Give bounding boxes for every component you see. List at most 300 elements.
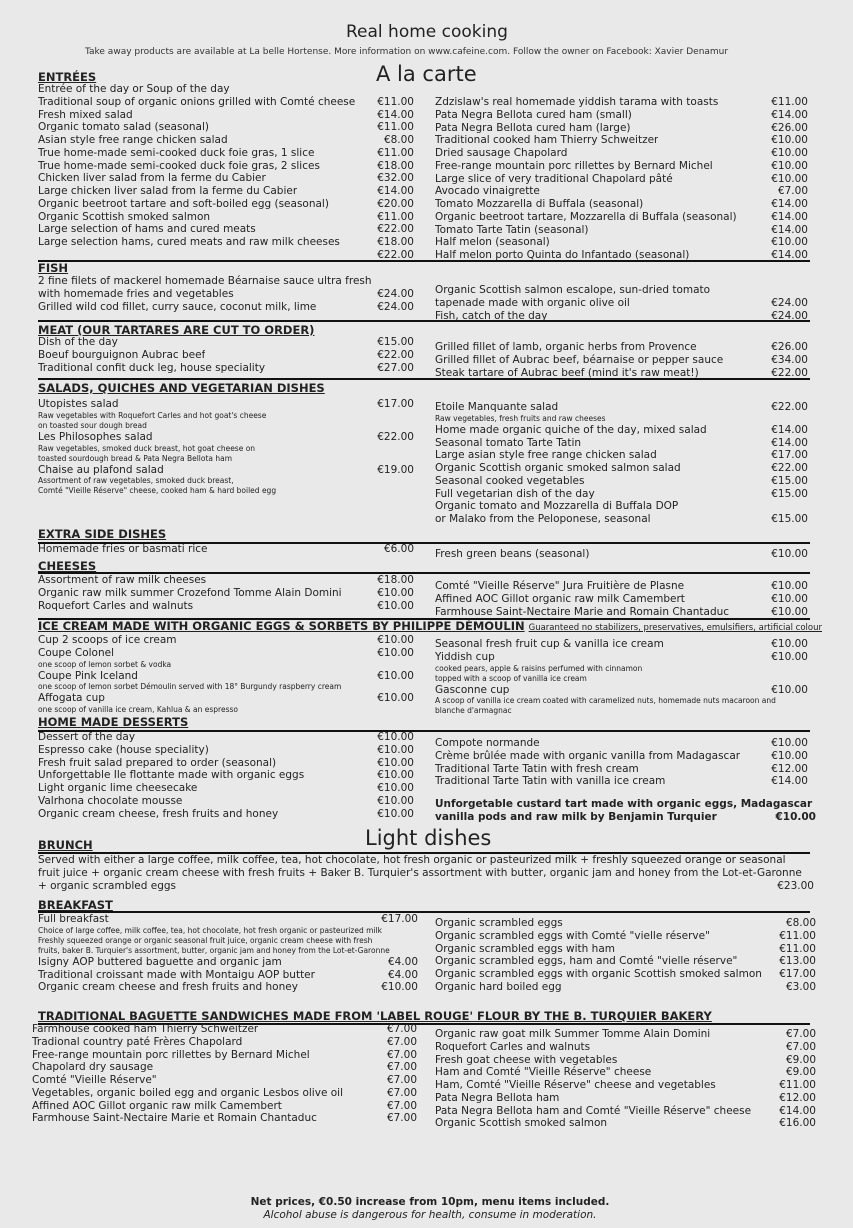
menu-item-price: €15.00 xyxy=(771,474,808,487)
menu-item-name: Raw vegetables with Roquefort Carles and hot goat's cheese xyxy=(38,410,267,420)
menu-item xyxy=(435,981,816,994)
menu-item-name: Organic cream cheese and fresh fruits and honey xyxy=(38,981,298,994)
menu-item-name: Cup 2 scoops of ice cream xyxy=(38,634,177,646)
menu-item-price: €12.00 xyxy=(771,762,808,775)
menu-item-price: €4.00 xyxy=(387,955,418,968)
menu-item-name: Utopistes salad xyxy=(38,398,119,410)
menu-item-price: €22.00 xyxy=(377,430,414,443)
menu-item-price: €7.00 xyxy=(386,1074,417,1086)
menu-item-note xyxy=(38,946,418,956)
menu-item xyxy=(435,424,808,437)
menu-item xyxy=(38,349,414,362)
menu-item-price: €10.00 xyxy=(377,692,414,705)
icecream-right xyxy=(435,638,808,716)
menu-item xyxy=(32,1112,417,1125)
menu-item xyxy=(435,955,816,968)
extra-left xyxy=(38,543,414,556)
menu-item-name: Organic scrambled eggs, ham and Comté "vielle réserve" xyxy=(435,955,738,968)
menu-item-price: €3.00 xyxy=(785,980,816,993)
menu-item-name: Roquefort Carles and walnuts xyxy=(435,1040,591,1053)
menu-item-price: €16.00 xyxy=(779,1117,816,1130)
menu-item xyxy=(38,956,418,969)
menu-item-price: €10.00 xyxy=(771,592,808,605)
menu-item-name: Traditional soup of organic onions grilled with Comté cheese xyxy=(38,95,356,108)
menu-item-name: blanche d'armagnac xyxy=(435,706,512,716)
menu-item-price: €32.00 xyxy=(377,172,414,185)
menu-item-name: Seasonal cooked vegetables xyxy=(435,474,585,487)
menu-item-note xyxy=(38,444,414,454)
menu-item-name: Steak tartare of Aubrac beef (mind it's raw meat!) xyxy=(435,366,699,379)
menu-item-price: €10.00 xyxy=(377,646,414,659)
menu-item-price: €14.00 xyxy=(771,198,808,210)
desserts-right xyxy=(435,737,808,788)
menu-item-price: €10.00 xyxy=(771,159,808,172)
menu-item-name: Chaise au plafond salad xyxy=(38,463,164,476)
menu-item xyxy=(435,943,816,956)
menu-item xyxy=(38,109,414,122)
menu-item-note xyxy=(38,936,418,946)
menu-item-price: €11.00 xyxy=(377,210,414,223)
menu-item-price: €10.00 xyxy=(377,743,414,756)
menu-item-note xyxy=(38,476,414,486)
menu-item-price: €14.00 xyxy=(771,775,808,788)
menu-item-price: €10.00 xyxy=(381,981,418,994)
menu-item-name: Organic tomato salad (seasonal) xyxy=(38,121,209,134)
menu-item-name: 2 fine filets of mackerel homemade Béarnaise sauce ultra fresh xyxy=(38,275,372,287)
menu-item xyxy=(435,513,808,526)
menu-item-name: Valrhona chocolate mousse xyxy=(38,794,183,807)
menu-item-name: Vegetables, organic boiled egg and organic Lesbos olive oil xyxy=(32,1086,343,1099)
menu-item xyxy=(435,1041,816,1054)
menu-item-name: A scoop of vanilla ice cream coated with caramelized nuts, homemade nuts macaroon and xyxy=(435,696,776,706)
menu-item xyxy=(435,401,808,414)
menu-item-name: Zdzislaw's real homemade yiddish tarama with toasts xyxy=(435,96,719,108)
menu-item-name: Organic beetroot tartare and soft-boiled egg (seasonal) xyxy=(38,197,329,210)
menu-item-name: Seasonal tomato Tarte Tatin xyxy=(435,436,582,449)
menu-item-name: Espresso cake (house speciality) xyxy=(38,743,209,756)
menu-item-note xyxy=(38,421,414,431)
menu-item xyxy=(435,1092,816,1105)
menu-item xyxy=(38,574,414,587)
a-la-carte-heading: A la carte xyxy=(376,62,477,86)
menu-item-name: Chapolard dry sausage xyxy=(32,1061,154,1074)
menu-item-price: €18.00 xyxy=(377,236,414,248)
menu-item xyxy=(38,134,414,147)
menu-item-price: €7.00 xyxy=(386,1086,417,1099)
menu-item-note xyxy=(435,664,808,674)
menu-item-price: €11.00 xyxy=(377,95,414,108)
menu-item xyxy=(435,185,808,198)
divider xyxy=(38,260,810,262)
menu-item-price: €24.00 xyxy=(771,296,808,309)
menu-item xyxy=(38,83,414,96)
menu-item-name: Pata Negra Bellota cured ham (large) xyxy=(435,121,631,134)
menu-item-note xyxy=(38,486,414,496)
menu-item-name: Etoile Manquante salad xyxy=(435,401,559,413)
menu-item-price: €13.00 xyxy=(779,955,816,968)
menu-item-name: Farmhouse Saint-Nectaire Marie and Romain Chantaduc xyxy=(435,605,730,618)
menu-item xyxy=(38,431,414,444)
menu-item xyxy=(38,223,414,236)
menu-item xyxy=(435,638,808,651)
menu-item xyxy=(435,1054,816,1067)
section-entrees: ENTRÉES xyxy=(38,70,97,84)
menu-item-price: €10.00 xyxy=(377,807,414,820)
menu-item-name: Traditional Tarte Tatin with vanilla ice cream xyxy=(435,775,666,788)
menu-item-name: Crème brûlée made with organic vanilla from Madagascar xyxy=(435,749,741,762)
menu-item-price: €10.00 xyxy=(771,172,808,185)
breakfast-left xyxy=(38,913,418,994)
menu-item-price: €18.00 xyxy=(377,574,414,586)
menu-item xyxy=(435,580,808,593)
menu-item-name: topped with a scoop of vanilla ice cream xyxy=(435,673,587,683)
menu-item xyxy=(38,731,414,744)
section-fish: FISH xyxy=(38,261,69,275)
menu-item-price: €9.00 xyxy=(785,1053,816,1066)
menu-item xyxy=(38,647,414,660)
menu-item xyxy=(435,548,808,561)
menu-item xyxy=(38,969,418,982)
menu-item-name: Isigny AOP buttered baguette and organic jam xyxy=(38,955,282,968)
meat-right xyxy=(435,341,808,379)
menu-item-price: €7.00 xyxy=(386,1023,417,1035)
menu-item-name: Ham, Comté "Vieille Réserve" cheese and vegetables xyxy=(435,1079,716,1091)
menu-item xyxy=(38,692,414,705)
menu-item xyxy=(435,1028,816,1041)
menu-item-price: €17.00 xyxy=(779,968,816,980)
menu-item-price: €14.00 xyxy=(771,249,808,261)
menu-item-price: €10.00 xyxy=(377,731,414,743)
menu-item-name: Tradional country paté Frères Chapolard xyxy=(32,1035,243,1048)
divider xyxy=(38,378,810,380)
menu-item-name: Choice of large coffee, milk coffee, tea, hot chocolate, hot fresh organic or pasteurized milk xyxy=(38,925,382,935)
menu-item-name: one scoop of lemon sorbet Démoulin served with 18° Burgundy raspberry cream xyxy=(38,682,342,692)
menu-item-name: Half melon (seasonal) xyxy=(435,236,550,249)
menu-item-name: one scoop of vanilla ice cream, Kahlua & an espresso xyxy=(38,705,238,714)
menu-item-price: €14.00 xyxy=(377,185,414,197)
menu-item-name: Large asian style free range chicken salad xyxy=(435,449,657,462)
menu-item xyxy=(435,224,808,237)
menu-item-price: €15.00 xyxy=(771,487,808,500)
desserts-left xyxy=(38,731,414,820)
menu-item-name: Organic Scottish salmon escalope, sun-dried tomato xyxy=(435,284,711,296)
menu-item-name: Yiddish cup xyxy=(435,650,495,663)
menu-item-name: Organic Scottish smoked salmon xyxy=(435,1117,608,1130)
menu-item-name: Grilled fillet of lamb, organic herbs from Provence xyxy=(435,341,697,353)
menu-item-price: €22.00 xyxy=(377,248,414,261)
menu-item-name: Grilled wild cod fillet, curry sauce, coconut milk, lime xyxy=(38,300,317,313)
menu-item-name: Affined AOC Gillot organic raw milk Camembert xyxy=(32,1099,282,1112)
menu-item-name: Farmhouse cooked ham Thierry Schweitzer xyxy=(32,1023,259,1035)
menu-item-name: Seasonal fresh fruit cup & vanilla ice cream xyxy=(435,638,664,650)
menu-item-price: €10.00 xyxy=(771,638,808,650)
sandwiches-left xyxy=(32,1023,417,1125)
menu-item-name: Pata Negra Bellota ham xyxy=(435,1091,560,1104)
menu-item xyxy=(38,769,414,782)
menu-item-name: fruits, baker B. Turquier's assortment, butter, organic jam and honey from the Lot-et-Garonne xyxy=(38,945,390,955)
menu-item-name: Dessert of the day xyxy=(38,731,136,743)
menu-item-name: Free-range mountain porc rillettes by Bernard Michel xyxy=(32,1048,310,1061)
meat-left xyxy=(38,336,414,374)
fish-left xyxy=(38,275,414,313)
menu-item-name: toasted sourdough bread & Pata Negra Bellota ham xyxy=(38,453,233,463)
menu-item-name: Fish, catch of the day xyxy=(435,309,548,322)
menu-item xyxy=(38,147,414,160)
menu-item-name: Affined AOC Gillot organic raw milk Camembert xyxy=(435,592,685,605)
menu-item-name: Home made organic quiche of the day, mixed salad xyxy=(435,423,707,436)
icecream-title: ICE CREAM MADE WITH ORGANIC EGGS & SORBETS BY PHILIPPE DÉMOULIN xyxy=(38,619,525,633)
menu-item-price: €10.00 xyxy=(377,599,414,612)
menu-item xyxy=(435,297,808,310)
menu-item-name: Fresh mixed salad xyxy=(38,108,133,121)
salads-right xyxy=(435,401,808,526)
menu-item-name: Assortment of raw vegetables, smoked duck breast, xyxy=(38,476,234,486)
menu-item-price: €11.00 xyxy=(779,929,816,942)
menu-subtitle: Take away products are available at La belle Hortense. More information on www.cafeine.com. Follow the owner on Facebook: Xavier Denamur xyxy=(85,47,729,57)
menu-item-price: €10.00 xyxy=(377,756,414,769)
menu-item xyxy=(435,651,808,664)
menu-item-price: €10.00 xyxy=(771,236,808,249)
menu-item-price: €27.00 xyxy=(377,361,414,374)
menu-item-name: Pata Negra Bellota cured ham (small) xyxy=(435,108,632,121)
menu-item xyxy=(38,96,414,109)
menu-item-name: Unforgettable Ile flottante made with organic eggs xyxy=(38,769,305,782)
menu-item-name: Organic scrambled eggs with Comté "vielle réserve" xyxy=(435,929,710,942)
menu-item xyxy=(32,1036,417,1049)
menu-item-name: Fresh green beans (seasonal) xyxy=(435,548,590,560)
menu-item-price: €10.00 xyxy=(377,669,414,682)
menu-item-name: Organic Scottish smoked salmon xyxy=(38,210,211,223)
menu-title: Real home cooking xyxy=(346,22,508,42)
menu-item xyxy=(435,763,808,776)
menu-item xyxy=(435,606,808,619)
menu-item-name: Farmhouse Saint-Nectaire Marie et Romain Chantaduc xyxy=(32,1112,317,1125)
menu-item-price: €19.00 xyxy=(377,463,414,476)
menu-item xyxy=(38,981,418,994)
menu-item-price: €11.00 xyxy=(377,121,414,134)
menu-item-price: €22.00 xyxy=(771,462,808,474)
menu-item-price: €10.00 xyxy=(377,782,414,794)
menu-item-price: €10.00 xyxy=(771,749,808,762)
menu-item xyxy=(435,775,808,788)
section-icecream xyxy=(38,619,822,633)
menu-item xyxy=(435,462,808,475)
menu-item xyxy=(435,1105,816,1118)
menu-item-price: €10.00 xyxy=(377,634,414,646)
menu-item-name: Dried sausage Chapolard xyxy=(435,147,568,159)
menu-item-name: Half melon porto Quinta do Infantado (seasonal) xyxy=(435,249,690,261)
menu-item xyxy=(32,1087,417,1100)
menu-item-price: €11.00 xyxy=(771,96,808,108)
section-breakfast: BREAKFAST xyxy=(38,898,113,912)
menu-item-name: Comté "Vieille Réserve" xyxy=(32,1074,157,1086)
footer-prices: Net prices, €0.50 increase from 10pm, menu items included. xyxy=(250,1196,610,1208)
menu-item-name: Large selection hams, cured meats and raw milk cheeses xyxy=(38,236,340,248)
menu-item-name: Raw vegetables, smoked duck breast, hot goat cheese on xyxy=(38,443,256,453)
section-cheeses: CHEESES xyxy=(38,559,97,573)
menu-item-price: €10.00 xyxy=(771,134,808,147)
menu-item-price: €15.00 xyxy=(377,336,414,348)
brunch-description xyxy=(38,854,814,892)
menu-item xyxy=(32,1074,417,1087)
menu-item xyxy=(435,968,816,981)
menu-item-name: Coupe Pink Iceland xyxy=(38,669,138,682)
menu-item-name: Coupe Colonel xyxy=(38,646,115,659)
menu-item-price: €11.00 xyxy=(377,146,414,159)
menu-item xyxy=(38,236,414,249)
menu-item-price: €10.00 xyxy=(771,147,808,159)
fish-right xyxy=(435,284,808,322)
menu-item-name: Raw vegetables, fresh fruits and raw cheeses xyxy=(435,413,606,423)
menu-item xyxy=(435,1079,816,1092)
menu-item xyxy=(38,121,414,134)
menu-item-name: Organic hard boiled egg xyxy=(435,980,562,993)
custard-line-2: vanilla pods and raw milk by Benjamin Turquier xyxy=(435,810,717,823)
menu-item xyxy=(435,236,808,249)
menu-item xyxy=(435,341,808,354)
menu-item xyxy=(435,917,816,930)
brunch-line-2: fruit juice + organic cream cheese with fresh fruits + Baker B. Turquier's assortment with butter, organic jam and honey from the Lot-et-Garonne xyxy=(38,866,802,879)
menu-item-price: €22.00 xyxy=(377,223,414,236)
menu-item-name: Free-range mountain porc rillettes by Bernard Michel xyxy=(435,159,713,172)
menu-item xyxy=(435,930,816,943)
menu-item-note xyxy=(38,682,414,692)
menu-item-price: €20.00 xyxy=(377,197,414,210)
menu-item-price: €14.00 xyxy=(779,1104,816,1117)
menu-item-price: €10.00 xyxy=(771,683,808,696)
brunch-line-3: + organic scrambled eggs xyxy=(38,879,177,892)
menu-item-price: €15.00 xyxy=(771,513,808,525)
entrees-left xyxy=(38,83,414,262)
menu-item-price: €24.00 xyxy=(377,287,414,300)
menu-item-note xyxy=(435,706,808,716)
menu-item-price: €22.00 xyxy=(771,401,808,413)
menu-item-name: Fresh goat cheese with vegetables xyxy=(435,1053,618,1066)
menu-item xyxy=(435,211,808,224)
menu-item-price: €7.00 xyxy=(777,185,808,198)
menu-item xyxy=(38,587,414,600)
menu-item xyxy=(435,475,808,488)
menu-item xyxy=(435,147,808,160)
menu-item-note xyxy=(38,660,414,670)
menu-item-price: €18.00 xyxy=(377,159,414,172)
menu-item xyxy=(38,795,414,808)
menu-item-price: €26.00 xyxy=(771,121,808,134)
menu-item xyxy=(38,634,414,647)
menu-item xyxy=(435,173,808,186)
cheeses-left xyxy=(38,574,414,612)
menu-item xyxy=(435,737,808,750)
menu-item-price: €10.00 xyxy=(771,605,808,618)
menu-item xyxy=(435,134,808,147)
menu-item-name: Avocado vinaigrette xyxy=(435,185,540,198)
menu-item-name: with homemade fries and vegetables xyxy=(38,287,234,300)
menu-item-name: Organic raw goat milk Summer Tomme Alain Domini xyxy=(435,1028,711,1040)
menu-item-price: €11.00 xyxy=(779,942,816,955)
menu-item-name: True home-made semi-cooked duck foie gras, 2 slices xyxy=(38,159,320,172)
menu-item-price: €10.00 xyxy=(771,650,808,663)
menu-item-price: €10.00 xyxy=(771,580,808,592)
menu-item xyxy=(38,398,414,411)
extra-right xyxy=(435,548,808,561)
menu-item-name: Pata Negra Bellota ham and Comté "Vieille Réserve" cheese xyxy=(435,1104,752,1117)
menu-item xyxy=(38,198,414,211)
menu-item-price: €12.00 xyxy=(779,1091,816,1104)
menu-item-price: €24.00 xyxy=(771,309,808,322)
menu-item-name: Comté "Vieille Réserve" cheese, cooked ham & hard boiled egg xyxy=(38,486,277,496)
menu-item xyxy=(38,336,414,349)
brunch-price: €23.00 xyxy=(777,880,814,892)
menu-item xyxy=(38,288,414,301)
footer-alcohol-warning: Alcohol abuse is dangerous for health, consume in moderation. xyxy=(263,1209,597,1221)
icecream-left xyxy=(38,634,414,715)
menu-item-name: Organic scrambled eggs with ham xyxy=(435,942,615,955)
menu-item-price: €6.00 xyxy=(383,543,414,555)
menu-item xyxy=(435,488,808,501)
menu-item-price: €22.00 xyxy=(377,348,414,361)
menu-item xyxy=(38,744,414,757)
menu-item-price: €8.00 xyxy=(785,917,816,929)
menu-item-note xyxy=(435,414,808,424)
menu-item-name: Les Philosophes salad xyxy=(38,430,153,443)
menu-item xyxy=(435,160,808,173)
custard-tart xyxy=(435,798,816,824)
menu-item-price: €4.00 xyxy=(387,968,418,981)
menu-item xyxy=(435,500,808,513)
menu-item-price: €14.00 xyxy=(771,436,808,449)
menu-item-name: Assortment of raw milk cheeses xyxy=(38,574,207,586)
menu-item-name: Organic Scottish organic smoked salmon salad xyxy=(435,462,681,474)
menu-item xyxy=(435,354,808,367)
menu-item-name: Freshly squeezed orange or organic seasonal fruit juice, organic cream cheese with fresh xyxy=(38,935,373,945)
menu-item xyxy=(435,593,808,606)
menu-item-price: €10.00 xyxy=(771,548,808,560)
menu-item-price: €14.00 xyxy=(771,108,808,121)
icecream-note: Guaranteed no stabilizers, preservatives, emulsifiers, artificial colour xyxy=(528,623,822,633)
menu-item xyxy=(38,185,414,198)
section-salads: SALADS, QUICHES AND VEGETARIAN DISHES xyxy=(38,381,325,395)
menu-item-name: Comté "Vieille Réserve" Jura Fruitière de Plasne xyxy=(435,580,685,592)
menu-item-name: Compote normande xyxy=(435,737,540,749)
menu-item-price: €10.00 xyxy=(771,737,808,749)
menu-item xyxy=(435,96,808,109)
menu-item-price: €8.00 xyxy=(383,134,414,146)
section-brunch: BRUNCH xyxy=(38,838,93,852)
menu-item-price: €11.00 xyxy=(779,1079,816,1091)
menu-item xyxy=(435,284,808,297)
menu-item-name: Fresh fruit salad prepared to order (seasonal) xyxy=(38,756,277,769)
menu-item xyxy=(38,757,414,770)
menu-item xyxy=(38,464,414,477)
cheeses-right xyxy=(435,580,808,618)
menu-item xyxy=(435,437,808,450)
menu-item-note xyxy=(38,705,414,715)
menu-item-name: Organic scrambled eggs xyxy=(435,917,563,929)
menu-item-price: €17.00 xyxy=(377,398,414,410)
menu-item-name: Entrée of the day or Soup of the day xyxy=(38,83,230,95)
menu-item xyxy=(38,808,414,821)
menu-item xyxy=(435,1117,816,1130)
menu-item-price: €26.00 xyxy=(771,341,808,353)
menu-item xyxy=(38,913,418,926)
menu-item xyxy=(435,1066,816,1079)
menu-item xyxy=(435,449,808,462)
entrees-right xyxy=(435,96,808,262)
menu-item-name: Asian style free range chicken salad xyxy=(38,134,228,146)
menu-item-note xyxy=(38,454,414,464)
menu-item-price: €14.00 xyxy=(771,223,808,236)
menu-item-name: Large chicken liver salad from la ferme du Cabier xyxy=(38,185,298,197)
